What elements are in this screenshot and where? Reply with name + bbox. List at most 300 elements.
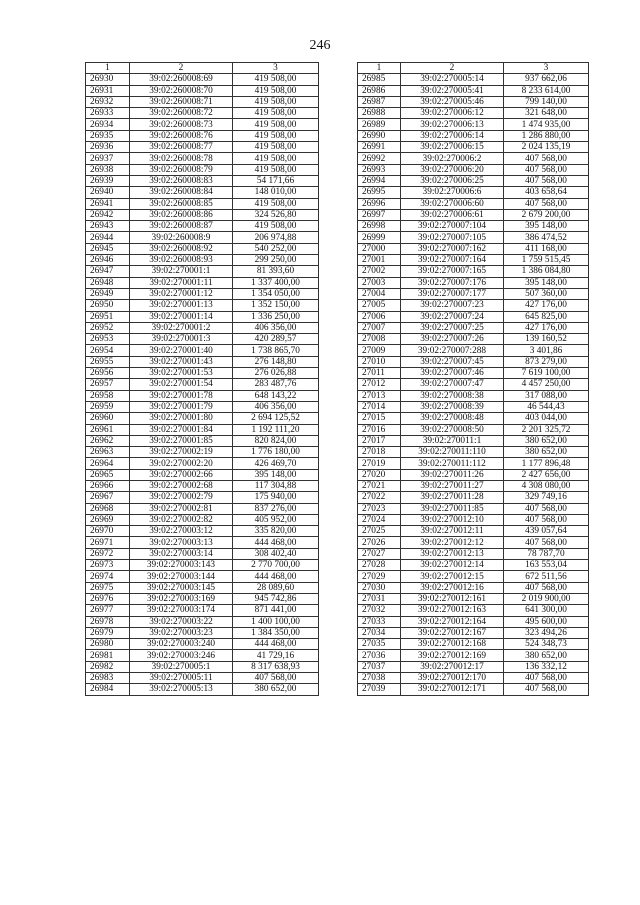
table-row — [358, 503, 589, 514]
table-row — [86, 684, 319, 695]
cadastral-value: 407 568,00 — [504, 684, 589, 695]
cadastral-value: 4 308 080,00 — [504, 480, 589, 491]
table-row — [86, 639, 319, 650]
table-row — [358, 605, 589, 616]
cadastral-number: 39:02:270012:164 — [401, 616, 504, 627]
table-row — [358, 401, 589, 412]
cadastral-value: 7 619 100,00 — [504, 368, 589, 379]
table-row — [86, 266, 319, 277]
cadastral-number: 39:02:270002:68 — [130, 480, 233, 491]
cadastral-value: 1 400 100,00 — [233, 616, 319, 627]
row-number: 26947 — [86, 266, 130, 277]
row-number: 27034 — [358, 627, 401, 638]
table-row — [86, 390, 319, 401]
table-row — [86, 277, 319, 288]
table-row — [86, 571, 319, 582]
cadastral-value: 419 508,00 — [233, 198, 319, 209]
row-number: 26958 — [86, 390, 130, 401]
row-number: 27015 — [358, 413, 401, 424]
cadastral-value: 329 749,16 — [504, 492, 589, 503]
row-number: 27012 — [358, 379, 401, 390]
table-row — [86, 458, 319, 469]
row-number: 26942 — [86, 209, 130, 220]
row-number: 26994 — [358, 175, 401, 186]
cadastral-value: 406 356,00 — [233, 401, 319, 412]
cadastral-value: 380 652,00 — [504, 650, 589, 661]
table-row — [358, 311, 589, 322]
row-number: 27037 — [358, 661, 401, 672]
row-number: 26961 — [86, 424, 130, 435]
table-row — [86, 469, 319, 480]
cadastral-number: 39:02:270012:10 — [401, 514, 504, 525]
row-number: 26936 — [86, 142, 130, 153]
row-number: 26931 — [86, 85, 130, 96]
cadastral-value: 799 140,00 — [504, 96, 589, 107]
cadastral-number: 39:02:270006:6 — [401, 187, 504, 198]
table-row — [358, 639, 589, 650]
table-row — [86, 368, 319, 379]
cadastral-number: 39:02:270008:38 — [401, 390, 504, 401]
cadastral-number: 39:02:270001:79 — [130, 401, 233, 412]
cadastral-number: 39:02:270011:1 — [401, 435, 504, 446]
table-row — [86, 492, 319, 503]
cadastral-value: 403 658,64 — [504, 187, 589, 198]
table-row — [86, 447, 319, 458]
cadastral-number: 39:02:270005:11 — [130, 673, 233, 684]
table-row — [86, 142, 319, 153]
cadastral-value: 495 600,00 — [504, 616, 589, 627]
cadastral-number: 39:02:270001:13 — [130, 300, 233, 311]
cadastral-value: 395 148,00 — [233, 469, 319, 480]
table-row — [86, 255, 319, 266]
row-number: 27016 — [358, 424, 401, 435]
column-header: 1 — [86, 63, 130, 74]
table-row — [86, 514, 319, 525]
row-number: 26930 — [86, 74, 130, 85]
table-row — [86, 673, 319, 684]
row-number: 26968 — [86, 503, 130, 514]
row-number: 27036 — [358, 650, 401, 661]
table-row — [86, 627, 319, 638]
row-number: 26948 — [86, 277, 130, 288]
table-row — [358, 255, 589, 266]
row-number: 26999 — [358, 232, 401, 243]
row-number: 26956 — [86, 368, 130, 379]
row-number: 26982 — [86, 661, 130, 672]
table-row — [358, 627, 589, 638]
row-number: 27023 — [358, 503, 401, 514]
cadastral-value: 136 332,12 — [504, 661, 589, 672]
cadastral-value: 407 568,00 — [504, 175, 589, 186]
cadastral-number: 39:02:270012:169 — [401, 650, 504, 661]
cadastral-number: 39:02:270001:78 — [130, 390, 233, 401]
row-number: 26974 — [86, 571, 130, 582]
cadastral-number: 39:02:270008:50 — [401, 424, 504, 435]
row-number: 26937 — [86, 153, 130, 164]
cadastral-value: 1 286 880,00 — [504, 130, 589, 141]
cadastral-value: 406 356,00 — [233, 322, 319, 333]
row-number: 26950 — [86, 300, 130, 311]
cadastral-number: 39:02:270007:165 — [401, 266, 504, 277]
cadastral-value: 380 652,00 — [504, 435, 589, 446]
row-number: 27024 — [358, 514, 401, 525]
table-row — [358, 650, 589, 661]
cadastral-number: 39:02:270011:85 — [401, 503, 504, 514]
table-row — [86, 526, 319, 537]
row-number: 26939 — [86, 175, 130, 186]
cadastral-number: 39:02:270006:14 — [401, 130, 504, 141]
cadastral-value: 407 568,00 — [504, 537, 589, 548]
cadastral-number: 39:02:270012:163 — [401, 605, 504, 616]
row-number: 26997 — [358, 209, 401, 220]
row-number: 26957 — [86, 379, 130, 390]
cadastral-value: 1 337 400,00 — [233, 277, 319, 288]
cadastral-value: 1 384 350,00 — [233, 627, 319, 638]
cadastral-value: 405 952,00 — [233, 514, 319, 525]
column-header: 1 — [358, 63, 401, 74]
cadastral-number: 39:02:270003:13 — [130, 537, 233, 548]
cadastral-number: 39:02:270003:174 — [130, 605, 233, 616]
table-row — [86, 560, 319, 571]
cadastral-number: 39:02:270011:28 — [401, 492, 504, 503]
cadastral-number: 39:02:270007:104 — [401, 221, 504, 232]
cadastral-number: 39:02:270007:164 — [401, 255, 504, 266]
cadastral-value: 206 974,88 — [233, 232, 319, 243]
row-number: 27035 — [358, 639, 401, 650]
row-number: 26946 — [86, 255, 130, 266]
cadastral-value: 439 057,64 — [504, 526, 589, 537]
row-number: 26963 — [86, 447, 130, 458]
cadastral-number: 39:02:270001:54 — [130, 379, 233, 390]
table-row — [86, 605, 319, 616]
table-row — [358, 593, 589, 604]
cadastral-value: 937 662,06 — [504, 74, 589, 85]
cadastral-value: 672 511,56 — [504, 571, 589, 582]
table-row — [358, 108, 589, 119]
cadastral-value: 78 787,70 — [504, 548, 589, 559]
cadastral-number: 39:02:270005:1 — [130, 661, 233, 672]
row-number: 27000 — [358, 243, 401, 254]
cadastral-value: 276 026,88 — [233, 368, 319, 379]
cadastral-value: 321 648,00 — [504, 108, 589, 119]
cadastral-value: 2 019 900,00 — [504, 593, 589, 604]
table-row — [358, 221, 589, 232]
table-row — [86, 288, 319, 299]
cadastral-value: 419 508,00 — [233, 142, 319, 153]
cadastral-number: 39:02:260008:77 — [130, 142, 233, 153]
row-number: 26992 — [358, 153, 401, 164]
row-number: 27008 — [358, 334, 401, 345]
cadastral-number: 39:02:270007:47 — [401, 379, 504, 390]
row-number: 26996 — [358, 198, 401, 209]
cadastral-number: 39:02:270001:43 — [130, 356, 233, 367]
cadastral-value: 524 348,73 — [504, 639, 589, 650]
row-number: 26941 — [86, 198, 130, 209]
row-number: 26979 — [86, 627, 130, 638]
column-header: 3 — [504, 63, 589, 74]
table-row — [86, 480, 319, 491]
table-row — [358, 175, 589, 186]
cadastral-value: 641 300,00 — [504, 605, 589, 616]
table-row — [358, 492, 589, 503]
row-number: 26972 — [86, 548, 130, 559]
cadastral-value: 420 289,57 — [233, 334, 319, 345]
table-row — [358, 571, 589, 582]
row-number: 26960 — [86, 413, 130, 424]
column-header: 2 — [130, 63, 233, 74]
table-row — [86, 96, 319, 107]
cadastral-number: 39:02:260008:73 — [130, 119, 233, 130]
table-row — [358, 526, 589, 537]
cadastral-number: 39:02:270001:80 — [130, 413, 233, 424]
cadastral-number: 39:02:270003:12 — [130, 526, 233, 537]
row-number: 26938 — [86, 164, 130, 175]
table-row — [86, 334, 319, 345]
cadastral-value: 386 474,52 — [504, 232, 589, 243]
table-row — [86, 198, 319, 209]
cadastral-number: 39:02:260008:70 — [130, 85, 233, 96]
cadastral-number: 39:02:270007:45 — [401, 356, 504, 367]
table-row — [86, 435, 319, 446]
row-number: 26985 — [358, 74, 401, 85]
cadastral-number: 39:02:270007:177 — [401, 288, 504, 299]
row-number: 26991 — [358, 142, 401, 153]
cadastral-value: 507 360,00 — [504, 288, 589, 299]
row-number: 27027 — [358, 548, 401, 559]
row-number: 27019 — [358, 458, 401, 469]
row-number: 27021 — [358, 480, 401, 491]
cadastral-number: 39:02:270001:12 — [130, 288, 233, 299]
table-row — [86, 187, 319, 198]
cadastral-value: 148 010,00 — [233, 187, 319, 198]
cadastral-number: 39:02:270006:25 — [401, 175, 504, 186]
row-number: 26965 — [86, 469, 130, 480]
row-number: 27002 — [358, 266, 401, 277]
cadastral-number: 39:02:270002:19 — [130, 447, 233, 458]
table-row — [358, 560, 589, 571]
cadastral-value: 407 568,00 — [504, 582, 589, 593]
cadastral-value: 407 568,00 — [504, 673, 589, 684]
table-row — [358, 616, 589, 627]
row-number: 27014 — [358, 401, 401, 412]
row-number: 27026 — [358, 537, 401, 548]
cadastral-number: 39:02:270012:17 — [401, 661, 504, 672]
table-row — [358, 673, 589, 684]
cadastral-number: 39:02:260008:71 — [130, 96, 233, 107]
table-row — [86, 221, 319, 232]
row-number: 26998 — [358, 221, 401, 232]
row-number: 26977 — [86, 605, 130, 616]
table-row — [86, 108, 319, 119]
row-number: 26995 — [358, 187, 401, 198]
row-number: 26987 — [358, 96, 401, 107]
cadastral-value: 139 160,52 — [504, 334, 589, 345]
cadastral-value: 407 568,00 — [504, 164, 589, 175]
cadastral-value: 820 824,00 — [233, 435, 319, 446]
cadastral-value: 283 487,76 — [233, 379, 319, 390]
cadastral-number: 39:02:270007:26 — [401, 334, 504, 345]
row-number: 27005 — [358, 300, 401, 311]
table-row — [358, 187, 589, 198]
cadastral-value: 419 508,00 — [233, 74, 319, 85]
row-number: 26945 — [86, 243, 130, 254]
cadastral-number: 39:02:270012:168 — [401, 639, 504, 650]
table-row — [86, 243, 319, 254]
table-row — [86, 119, 319, 130]
cadastral-number: 39:02:270001:53 — [130, 368, 233, 379]
table-row — [358, 232, 589, 243]
table-row — [86, 616, 319, 627]
table-row — [358, 379, 589, 390]
cadastral-value: 3 401,86 — [504, 345, 589, 356]
cadastral-value: 2 024 135,19 — [504, 142, 589, 153]
cadastral-value: 380 652,00 — [504, 447, 589, 458]
table-row — [86, 413, 319, 424]
cadastral-value: 276 148,80 — [233, 356, 319, 367]
row-number: 27039 — [358, 684, 401, 695]
cadastral-number: 39:02:270012:170 — [401, 673, 504, 684]
table-row — [358, 119, 589, 130]
row-number: 27025 — [358, 526, 401, 537]
cadastral-number: 39:02:270001:85 — [130, 435, 233, 446]
table-row — [358, 390, 589, 401]
row-number: 26954 — [86, 345, 130, 356]
cadastral-number: 39:02:270008:48 — [401, 413, 504, 424]
cadastral-number: 39:02:270003:22 — [130, 616, 233, 627]
table-row — [86, 593, 319, 604]
table-row — [86, 209, 319, 220]
cadastral-value: 308 402,40 — [233, 548, 319, 559]
cadastral-value: 8 233 614,00 — [504, 85, 589, 96]
cadastral-number: 39:02:270011:27 — [401, 480, 504, 491]
table-row — [86, 548, 319, 559]
row-number: 26971 — [86, 537, 130, 548]
table-row — [86, 74, 319, 85]
cadastral-number: 39:02:270002:79 — [130, 492, 233, 503]
cadastral-value: 871 441,00 — [233, 605, 319, 616]
cadastral-number: 39:02:260008:86 — [130, 209, 233, 220]
table-row — [358, 209, 589, 220]
table-row — [86, 661, 319, 672]
cadastral-number: 39:02:270007:176 — [401, 277, 504, 288]
cadastral-number: 39:02:270011:26 — [401, 469, 504, 480]
row-number: 26952 — [86, 322, 130, 333]
row-number: 27013 — [358, 390, 401, 401]
cadastral-value: 324 526,80 — [233, 209, 319, 220]
row-number: 26969 — [86, 514, 130, 525]
cadastral-value: 873 279,00 — [504, 356, 589, 367]
table-row — [358, 661, 589, 672]
row-number: 26962 — [86, 435, 130, 446]
table-row — [86, 130, 319, 141]
table-row — [86, 345, 319, 356]
cadastral-number: 39:02:260008:78 — [130, 153, 233, 164]
row-number: 26932 — [86, 96, 130, 107]
cadastral-value: 46 544,43 — [504, 401, 589, 412]
table-row — [86, 379, 319, 390]
row-number: 27022 — [358, 492, 401, 503]
table-row — [358, 198, 589, 209]
cadastral-number: 39:02:270001:14 — [130, 311, 233, 322]
cadastral-value: 419 508,00 — [233, 164, 319, 175]
row-number: 27031 — [358, 593, 401, 604]
cadastral-value: 407 568,00 — [504, 198, 589, 209]
cadastral-number: 39:02:270012:13 — [401, 548, 504, 559]
row-number: 26967 — [86, 492, 130, 503]
row-number: 27030 — [358, 582, 401, 593]
table-row — [86, 401, 319, 412]
registry-table-left — [85, 62, 319, 696]
row-number: 26934 — [86, 119, 130, 130]
cadastral-number: 39:02:270012:16 — [401, 582, 504, 593]
cadastral-number: 39:02:270001:40 — [130, 345, 233, 356]
cadastral-number: 39:02:270005:14 — [401, 74, 504, 85]
cadastral-value: 335 820,00 — [233, 526, 319, 537]
cadastral-value: 8 317 638,93 — [233, 661, 319, 672]
cadastral-value: 540 252,00 — [233, 243, 319, 254]
table-row — [358, 243, 589, 254]
cadastral-number: 39:02:270012:12 — [401, 537, 504, 548]
table-header-row — [86, 63, 319, 74]
table-row — [358, 356, 589, 367]
row-number: 27017 — [358, 435, 401, 446]
cadastral-number: 39:02:260008:72 — [130, 108, 233, 119]
cadastral-number: 39:02:270006:12 — [401, 108, 504, 119]
cadastral-value: 411 168,00 — [504, 243, 589, 254]
row-number: 27001 — [358, 255, 401, 266]
cadastral-value: 175 940,00 — [233, 492, 319, 503]
row-number: 26993 — [358, 164, 401, 175]
cadastral-number: 39:02:260008:93 — [130, 255, 233, 266]
cadastral-number: 39:02:270002:82 — [130, 514, 233, 525]
cadastral-number: 39:02:270006:20 — [401, 164, 504, 175]
row-number: 26966 — [86, 480, 130, 491]
table-row — [358, 153, 589, 164]
table-row — [86, 85, 319, 96]
table-row — [86, 582, 319, 593]
cadastral-number: 39:02:260008:9 — [130, 232, 233, 243]
table-row — [358, 582, 589, 593]
cadastral-number: 39:02:270007:46 — [401, 368, 504, 379]
table-row — [358, 288, 589, 299]
table-row — [358, 413, 589, 424]
cadastral-value: 1 386 084,80 — [504, 266, 589, 277]
cadastral-number: 39:02:260008:84 — [130, 187, 233, 198]
page-number: 246 — [309, 38, 331, 53]
cadastral-value: 1 738 865,70 — [233, 345, 319, 356]
cadastral-number: 39:02:270003:143 — [130, 560, 233, 571]
row-number: 27009 — [358, 345, 401, 356]
registry-table-right — [357, 62, 589, 696]
cadastral-number: 39:02:260008:92 — [130, 243, 233, 254]
row-number: 26935 — [86, 130, 130, 141]
table-row — [358, 130, 589, 141]
row-number: 26970 — [86, 526, 130, 537]
table-row — [358, 85, 589, 96]
row-number: 26984 — [86, 684, 130, 695]
row-number: 26975 — [86, 582, 130, 593]
cadastral-value: 395 148,00 — [504, 277, 589, 288]
table-row — [358, 537, 589, 548]
row-number: 27020 — [358, 469, 401, 480]
table-row — [358, 74, 589, 85]
row-number: 27004 — [358, 288, 401, 299]
row-number: 26990 — [358, 130, 401, 141]
cadastral-value: 419 508,00 — [233, 221, 319, 232]
cadastral-value: 407 568,00 — [504, 514, 589, 525]
table-row — [358, 277, 589, 288]
row-number: 26949 — [86, 288, 130, 299]
